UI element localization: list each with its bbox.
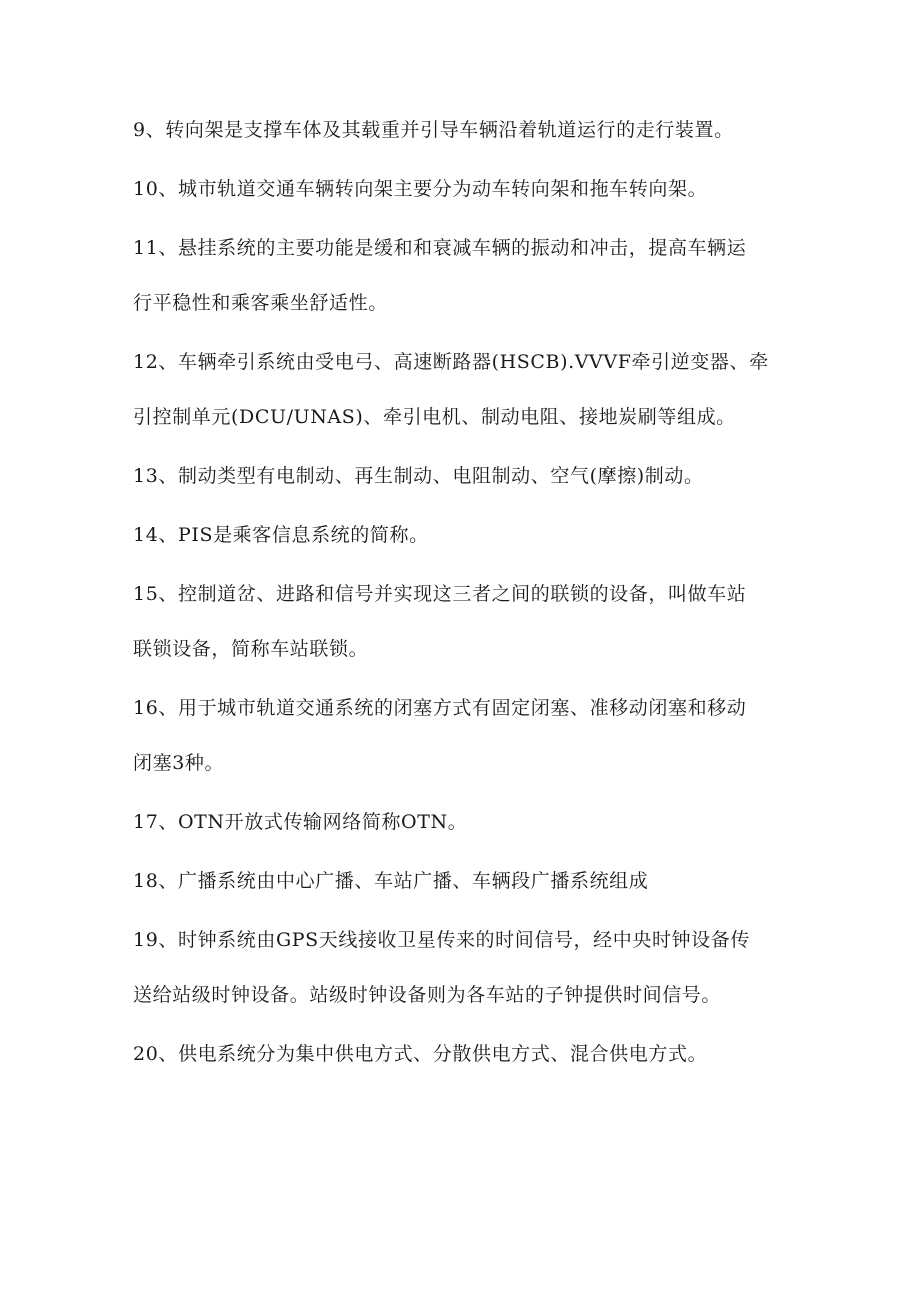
paragraph-line: 15、控制道岔、进路和信号并实现这三者之间的联锁的设备，叫做车站 (133, 583, 747, 605)
list-item-20 (133, 1044, 773, 1064)
list-item-10 (133, 179, 773, 199)
list-item-12 (133, 352, 773, 427)
list-item-16 (133, 698, 773, 773)
paragraph-line: 12、车辆牵引系统由受电弓、高速断路器(HSCB).VVVF牵引逆变器、牵 (133, 351, 769, 373)
paragraph-line: 17、OTN开放式传输网络简称OTN。 (133, 811, 468, 833)
paragraph-line: 18、广播系统由中心广播、车站广播、车辆段广播系统组成 (133, 870, 649, 892)
list-item-9 (133, 120, 773, 140)
paragraph-line: 11、悬挂系统的主要功能是缓和和衰减车辆的振动和冲击，提高车辆运 (133, 237, 747, 259)
paragraph-line: 13、制动类型有电制动、再生制动、电阻制动、空气(摩擦)制动。 (133, 465, 704, 487)
paragraph-line: 10、城市轨道交通车辆转向架主要分为动车转向架和拖车转向架。 (133, 178, 708, 200)
paragraph-line: 引控制单元(DCU/UNAS)、牵引电机、制动电阻、接地炭刷等组成。 (133, 406, 736, 428)
paragraph-line: 送给站级时钟设备。站级时钟设备则为各车站的子钟提供时间信号。 (133, 984, 722, 1006)
paragraph-line: 14、PIS是乘客信息系统的简称。 (133, 524, 429, 546)
list-item-14 (133, 525, 773, 545)
paragraph-line: 9、转向架是支撑车体及其载重并引导车辆沿着轨道运行的走行装置。 (133, 119, 734, 141)
list-item-17 (133, 812, 773, 832)
paragraph-line: 20、供电系统分为集中供电方式、分散供电方式、混合供电方式。 (133, 1043, 708, 1065)
paragraph-line: 联锁设备，简称车站联锁。 (133, 638, 369, 660)
list-item-18 (133, 871, 773, 891)
document-body (133, 120, 773, 1103)
paragraph-line: 19、时钟系统由GPS天线接收卫星传来的时间信号，经中央时钟设备传 (133, 929, 750, 951)
paragraph-line: 闭塞3种。 (133, 752, 225, 774)
list-item-13 (133, 466, 773, 486)
list-item-19 (133, 930, 773, 1005)
list-item-11 (133, 238, 773, 313)
paragraph-line: 16、用于城市轨道交通系统的闭塞方式有固定闭塞、准移动闭塞和移动 (133, 697, 747, 719)
paragraph-line: 行平稳性和乘客乘坐舒适性。 (133, 292, 388, 314)
list-item-15 (133, 584, 773, 659)
